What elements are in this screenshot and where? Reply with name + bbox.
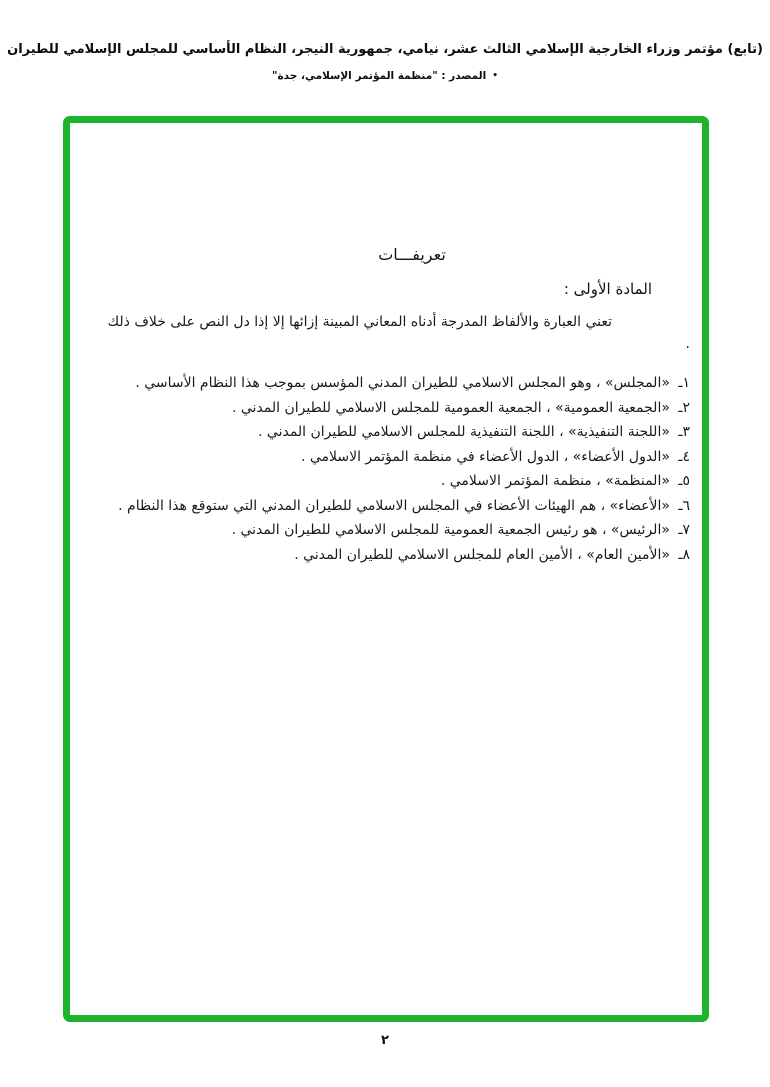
item-number: ٣ـ (678, 424, 690, 440)
item-text: «الأعضاء» ، هم الهيئات الأعضاء في المجلس الاسلامي للطيران المدني التي ستوقع هذا النظام . (118, 497, 670, 514)
item-number: ٧ـ (678, 522, 690, 538)
definition-item-1 (104, 371, 690, 396)
item-text: «اللجنة التنفيذية» ، اللجنة التنفيذية للمجلس الاسلامي للطيران المدني . (258, 424, 670, 440)
item-text: «المنظمة» ، منظمة المؤتمر الاسلامي . (440, 473, 670, 489)
item-number: ٤ـ (678, 448, 690, 465)
definition-item-3 (104, 420, 690, 445)
page-header (0, 42, 770, 82)
document-body (70, 123, 702, 567)
definition-item-5 (104, 469, 690, 494)
page-number: ٢ (381, 1033, 389, 1048)
bullet-icon: • (492, 71, 498, 81)
article-heading: المادة الأولى : (563, 280, 652, 298)
item-number: ٦ـ (678, 497, 690, 514)
item-text: «الأمين العام» ، الأمين العام للمجلس الاسلامي للطيران المدني . (294, 546, 670, 563)
document-title: تعريفـــات (378, 245, 446, 264)
item-number: ٥ـ (678, 473, 690, 489)
item-text: «الجمعية العمومية» ، الجمعية العمومية للمجلس الاسلامي للطيران المدني . (231, 399, 670, 416)
definition-item-4 (104, 445, 690, 470)
source-text: المصدر : "منظمة المؤتمر الإسلامي، جدة" (272, 70, 487, 82)
item-text: «الرئيس» ، هو رئيس الجمعية العمومية للمجلس الاسلامي للطيران المدني . (231, 522, 670, 538)
definition-item-8 (104, 543, 690, 568)
intro-paragraph: تعني العبارة والألفاظ المدرجة أدناه المعاني المبينة إزائها إلا إذا دل النص على خلاف ذلك . (107, 314, 690, 352)
annotation-frame (63, 116, 709, 1022)
source-line (0, 70, 770, 82)
item-text: «المجلس» ، وهو المجلس الاسلامي للطيران المدني المؤسس بموجب هذا النظام الأساسي . (135, 375, 670, 391)
item-number: ١ـ (678, 375, 690, 391)
definitions-list (104, 371, 690, 567)
definition-item-7 (104, 518, 690, 543)
item-text: «الدول الأعضاء» ، الدول الأعضاء في منظمة المؤتمر الاسلامي . (300, 448, 670, 465)
item-number: ٢ـ (678, 399, 690, 416)
conference-title: (تابع) مؤتمر وزراء الخارجية الإسلامي الثالث عشر، نيامي، جمهورية النيجر، النظام الأساسي للمجلس الإسلامي للطيران (7, 42, 763, 57)
definition-item-6 (104, 494, 690, 519)
definition-item-2 (104, 396, 690, 421)
item-number: ٨ـ (678, 546, 690, 563)
